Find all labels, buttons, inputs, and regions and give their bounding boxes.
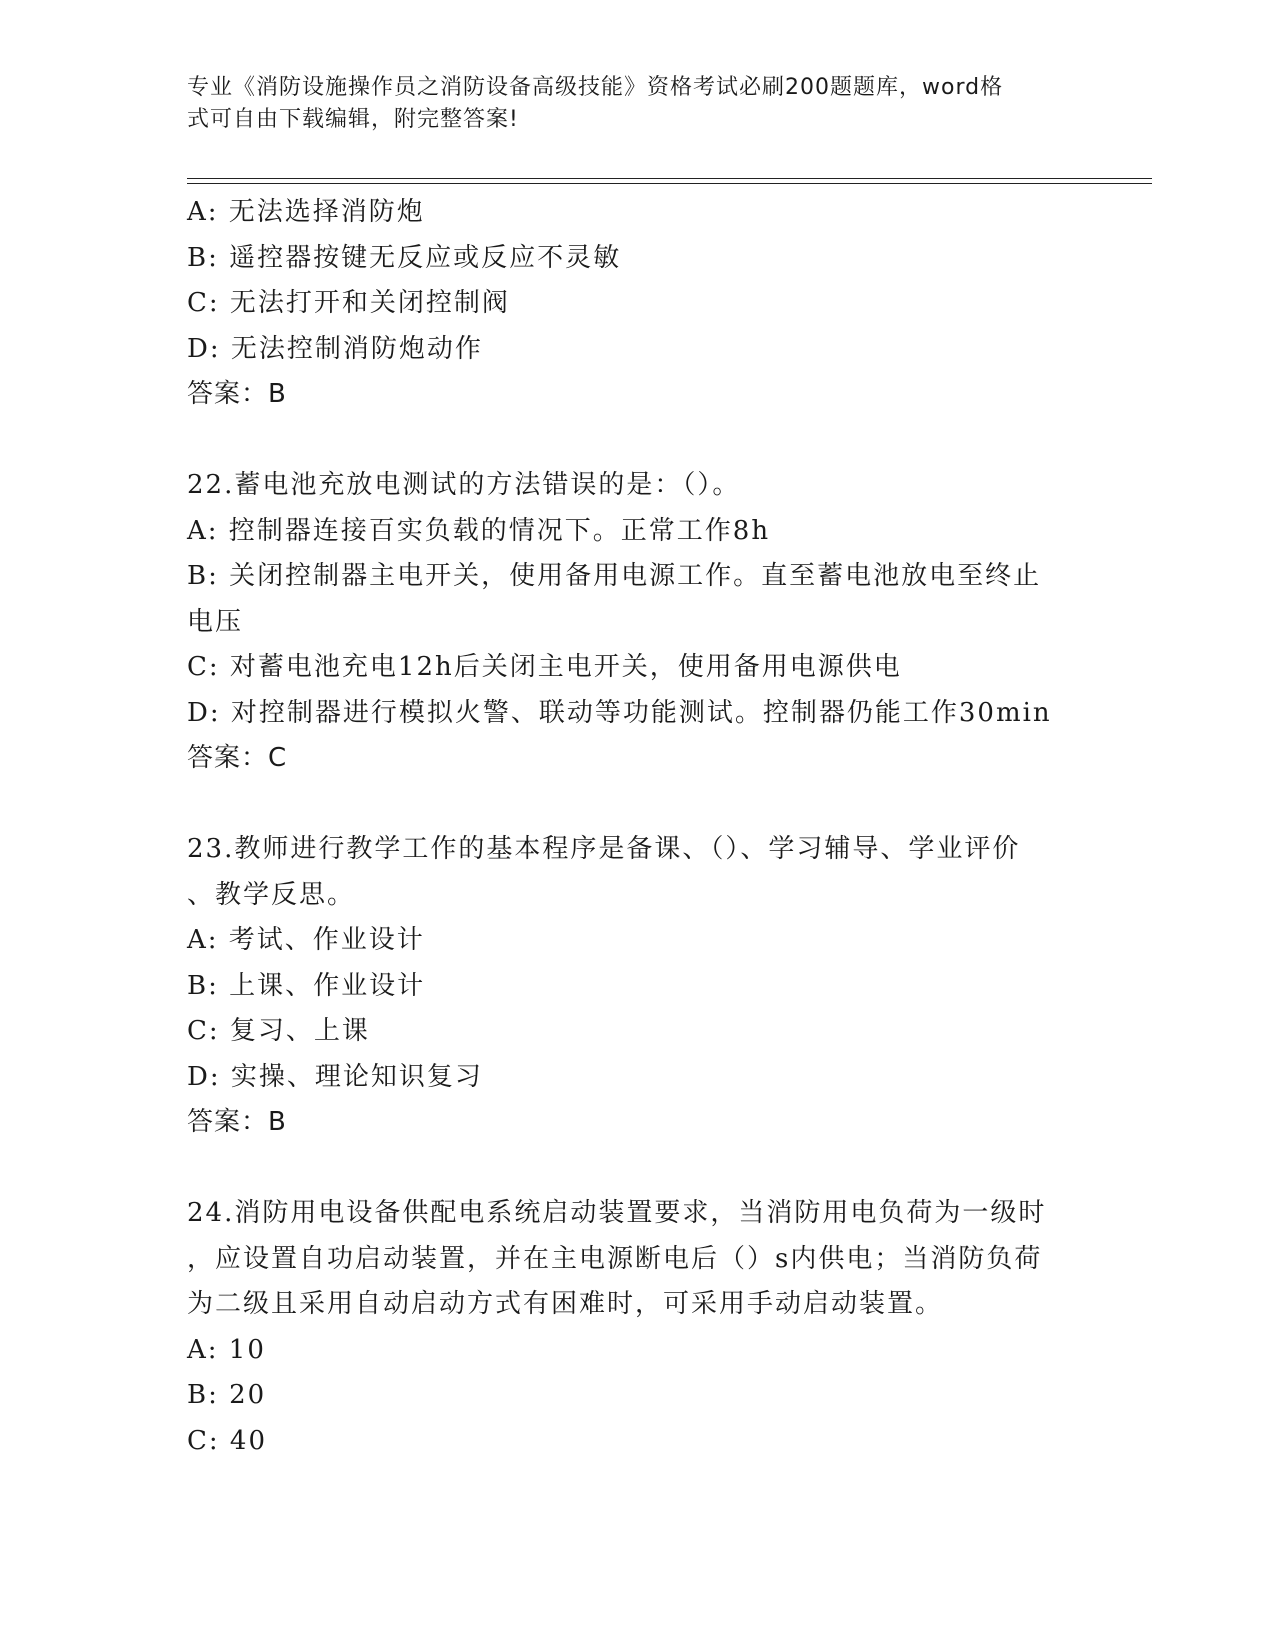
option-b: B: 上课、作业设计 <box>187 970 426 1001</box>
option-c: C: 对蓄电池充电12h后关闭主电开关，使用备用电源供电 <box>187 652 902 682</box>
question-stem: 24.消防用电设备供配电系统启动装置要求，当消防用电负荷为一级时 <box>187 1198 1047 1228</box>
option-a: A: 考试、作业设计 <box>187 925 425 955</box>
header-divider-bottom <box>187 183 1152 184</box>
option-c: C: 复习、上课 <box>187 1016 370 1046</box>
question-stem: 22.蓄电池充放电测试的方法错误的是：（）。 <box>187 470 741 500</box>
answer: 答案：B <box>187 1107 287 1137</box>
answer: 答案：C <box>187 743 288 773</box>
spacer <box>187 782 1087 828</box>
option-d: D: 对控制器进行模拟火警、联动等功能测试。控制器仍能工作30min <box>187 697 1052 728</box>
question-stem-continued: 、教学反思。 <box>187 879 356 910</box>
document-header <box>187 72 1067 136</box>
option-a: A: 无法选择消防炮 <box>187 197 425 227</box>
option-b: B: 20 <box>187 1380 267 1410</box>
spacer <box>187 1146 1087 1192</box>
option-a: A: 控制器连接百实负载的情况下。正常工作8h <box>187 515 771 546</box>
option-b: B: 关闭控制器主电开关，使用备用电源工作。直至蓄电池放电至终止 <box>187 561 1042 591</box>
question-21 <box>187 190 1087 418</box>
header-line-1: 专业《消防设施操作员之消防设备高级技能》资格考试必刷200题题库，word格 <box>187 75 1004 100</box>
question-22 <box>187 463 1087 782</box>
option-a: A: 10 <box>187 1334 266 1365</box>
spacer <box>187 418 1087 464</box>
option-c: C: 无法打开和关闭控制阀 <box>187 288 510 318</box>
option-d: D: 实操、理论知识复习 <box>187 1061 483 1092</box>
question-stem: 23.教师进行教学工作的基本程序是备课、（）、学习辅导、学业评价 <box>187 834 1021 864</box>
answer: 答案：B <box>187 379 287 409</box>
option-d: D: 无法控制消防炮动作 <box>187 333 483 364</box>
option-c: C: 40 <box>187 1425 268 1456</box>
question-stem-continued: 为二级且采用自动启动方式有困难时，可采用手动启动装置。 <box>187 1289 944 1319</box>
question-stem-continued: ，应设置自功启动装置，并在主电源断电后（）s内供电；当消防负荷 <box>187 1243 1043 1274</box>
question-23 <box>187 827 1087 1146</box>
option-b-continued: 电压 <box>187 606 244 637</box>
header-line-2: 式可自由下载编辑，附完整答案! <box>187 107 519 132</box>
document-body <box>187 190 1087 1464</box>
question-24 <box>187 1191 1087 1464</box>
option-b: B: 遥控器按键无反应或反应不灵敏 <box>187 242 622 273</box>
header-divider-top <box>187 178 1152 179</box>
